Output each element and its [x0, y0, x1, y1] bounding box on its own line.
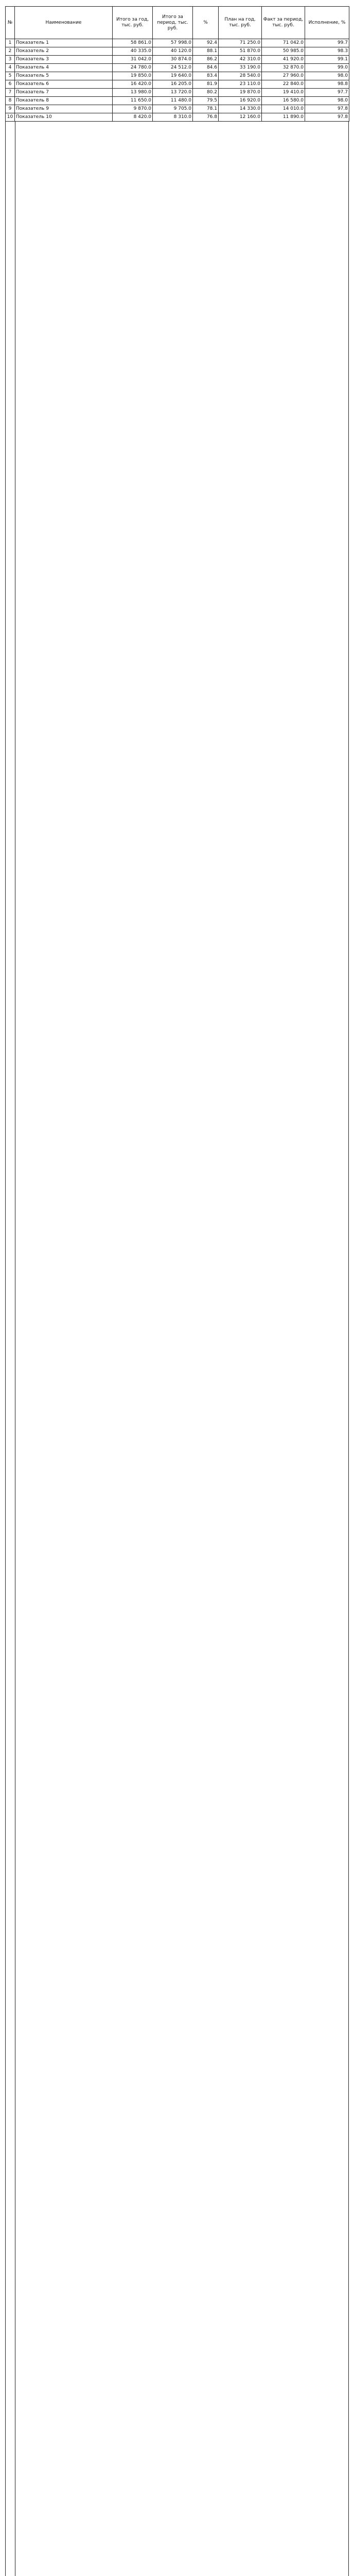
row-name-cell: Показатель 3	[15, 56, 113, 64]
data-table	[5, 6, 349, 122]
table-row	[6, 89, 349, 97]
table-cell: 76.8	[193, 113, 219, 122]
table-cell: 24 780.0	[113, 64, 153, 72]
table-cell: 80.2	[193, 89, 219, 97]
table-cell: 27 960.0	[262, 72, 305, 80]
table-cell: 41 920.0	[262, 56, 305, 64]
table-cell: 16 580.0	[262, 97, 305, 105]
table-cell: 32 870.0	[262, 64, 305, 72]
table-cell: 4	[6, 64, 15, 72]
column-header: №	[6, 7, 15, 39]
table-cell: 97.8	[305, 105, 349, 113]
table-cell: 31 042.0	[113, 56, 153, 64]
table-cell: 71 042.0	[262, 39, 305, 47]
table-cell: 84.6	[193, 64, 219, 72]
column-header: Факт за период, тыс. руб.	[262, 7, 305, 39]
table-cell: 9 870.0	[113, 105, 153, 113]
table-cell: 19 640.0	[153, 72, 193, 80]
column-header: План на год, тыс. руб.	[219, 7, 262, 39]
table-cell: 57 998.0	[153, 39, 193, 47]
column-header: Итого за период, тыс. руб.	[153, 7, 193, 39]
table-cell: 78.1	[193, 105, 219, 113]
row-name-cell: Показатель 8	[15, 97, 113, 105]
row-name-cell: Показатель 6	[15, 80, 113, 89]
table-cell: 19 850.0	[113, 72, 153, 80]
row-name-cell: Показатель 9	[15, 105, 113, 113]
table-cell: 5	[6, 72, 15, 80]
table-cell: 71 250.0	[219, 39, 262, 47]
table-cell: 97.7	[305, 89, 349, 97]
table-header-row	[6, 7, 349, 39]
table-row	[6, 56, 349, 64]
column-header: Исполнение, %	[305, 7, 349, 39]
table-cell: 86.2	[193, 56, 219, 64]
table-cell: 99.7	[305, 39, 349, 47]
table-cell: 14 330.0	[219, 105, 262, 113]
table-cell: 51 870.0	[219, 47, 262, 56]
table-cell: 3	[6, 56, 15, 64]
table-cell: 8 310.0	[153, 113, 193, 122]
table-cell: 11 890.0	[262, 113, 305, 122]
table-cell: 88.1	[193, 47, 219, 56]
table-cell: 28 540.0	[219, 72, 262, 80]
table-cell: 9	[6, 105, 15, 113]
table-cell: 13 980.0	[113, 89, 153, 97]
table-row	[6, 97, 349, 105]
table-cell: 9 705.0	[153, 105, 193, 113]
table-cell: 10	[6, 113, 15, 122]
column-header: Наименование	[15, 7, 113, 39]
table-cell: 19 410.0	[262, 89, 305, 97]
table-cell: 19 870.0	[219, 89, 262, 97]
table-cell: 24 512.0	[153, 64, 193, 72]
table-cell: 98.0	[305, 72, 349, 80]
table-cell: 42 310.0	[219, 56, 262, 64]
table-cell: 83.4	[193, 72, 219, 80]
table-cell: 30 874.0	[153, 56, 193, 64]
table-cell: 23 110.0	[219, 80, 262, 89]
table-cell: 98.3	[305, 47, 349, 56]
column-header: Итого за год, тыс. руб.	[113, 7, 153, 39]
table-cell: 8	[6, 97, 15, 105]
table-cell: 58 861.0	[113, 39, 153, 47]
table-cell: 8 420.0	[113, 113, 153, 122]
table-row	[6, 113, 349, 122]
table-row	[6, 105, 349, 113]
table-cell: 14 010.0	[262, 105, 305, 113]
table-continuation	[5, 122, 349, 2576]
table-cell: 22 840.0	[262, 80, 305, 89]
table-cell: 12 160.0	[219, 113, 262, 122]
table-cell: 99.0	[305, 64, 349, 72]
table-row	[6, 72, 349, 80]
table-cell: 50 985.0	[262, 47, 305, 56]
column-header: %	[193, 7, 219, 39]
table-cell: 16 920.0	[219, 97, 262, 105]
table-cell: 6	[6, 80, 15, 89]
table-cell: 92.4	[193, 39, 219, 47]
row-name-cell: Показатель 7	[15, 89, 113, 97]
document-page	[5, 6, 349, 2576]
row-name-cell: Показатель 2	[15, 47, 113, 56]
table-cell: 40 120.0	[153, 47, 193, 56]
table-row	[6, 64, 349, 72]
table-cell: 98.0	[305, 97, 349, 105]
table-row	[6, 80, 349, 89]
row-name-cell: Показатель 1	[15, 39, 113, 47]
table-cell: 7	[6, 89, 15, 97]
row-name-cell: Показатель 4	[15, 64, 113, 72]
table-row	[6, 39, 349, 47]
row-name-cell: Показатель 5	[15, 72, 113, 80]
table-cell: 99.1	[305, 56, 349, 64]
table-cell: 13 720.0	[153, 89, 193, 97]
table-cell: 98.8	[305, 80, 349, 89]
table-cell: 16 205.0	[153, 80, 193, 89]
table-cell: 11 650.0	[113, 97, 153, 105]
table-cell: 2	[6, 47, 15, 56]
table-body	[6, 39, 349, 122]
table-cell: 11 480.0	[153, 97, 193, 105]
table-cell: 33 190.0	[219, 64, 262, 72]
table-cell: 79.5	[193, 97, 219, 105]
row-name-cell: Показатель 10	[15, 113, 113, 122]
table-cell: 40 335.0	[113, 47, 153, 56]
table-row	[6, 47, 349, 56]
table-cell: 97.8	[305, 113, 349, 122]
table-cell: 16 420.0	[113, 80, 153, 89]
table-cell: 81.9	[193, 80, 219, 89]
table-cell: 1	[6, 39, 15, 47]
